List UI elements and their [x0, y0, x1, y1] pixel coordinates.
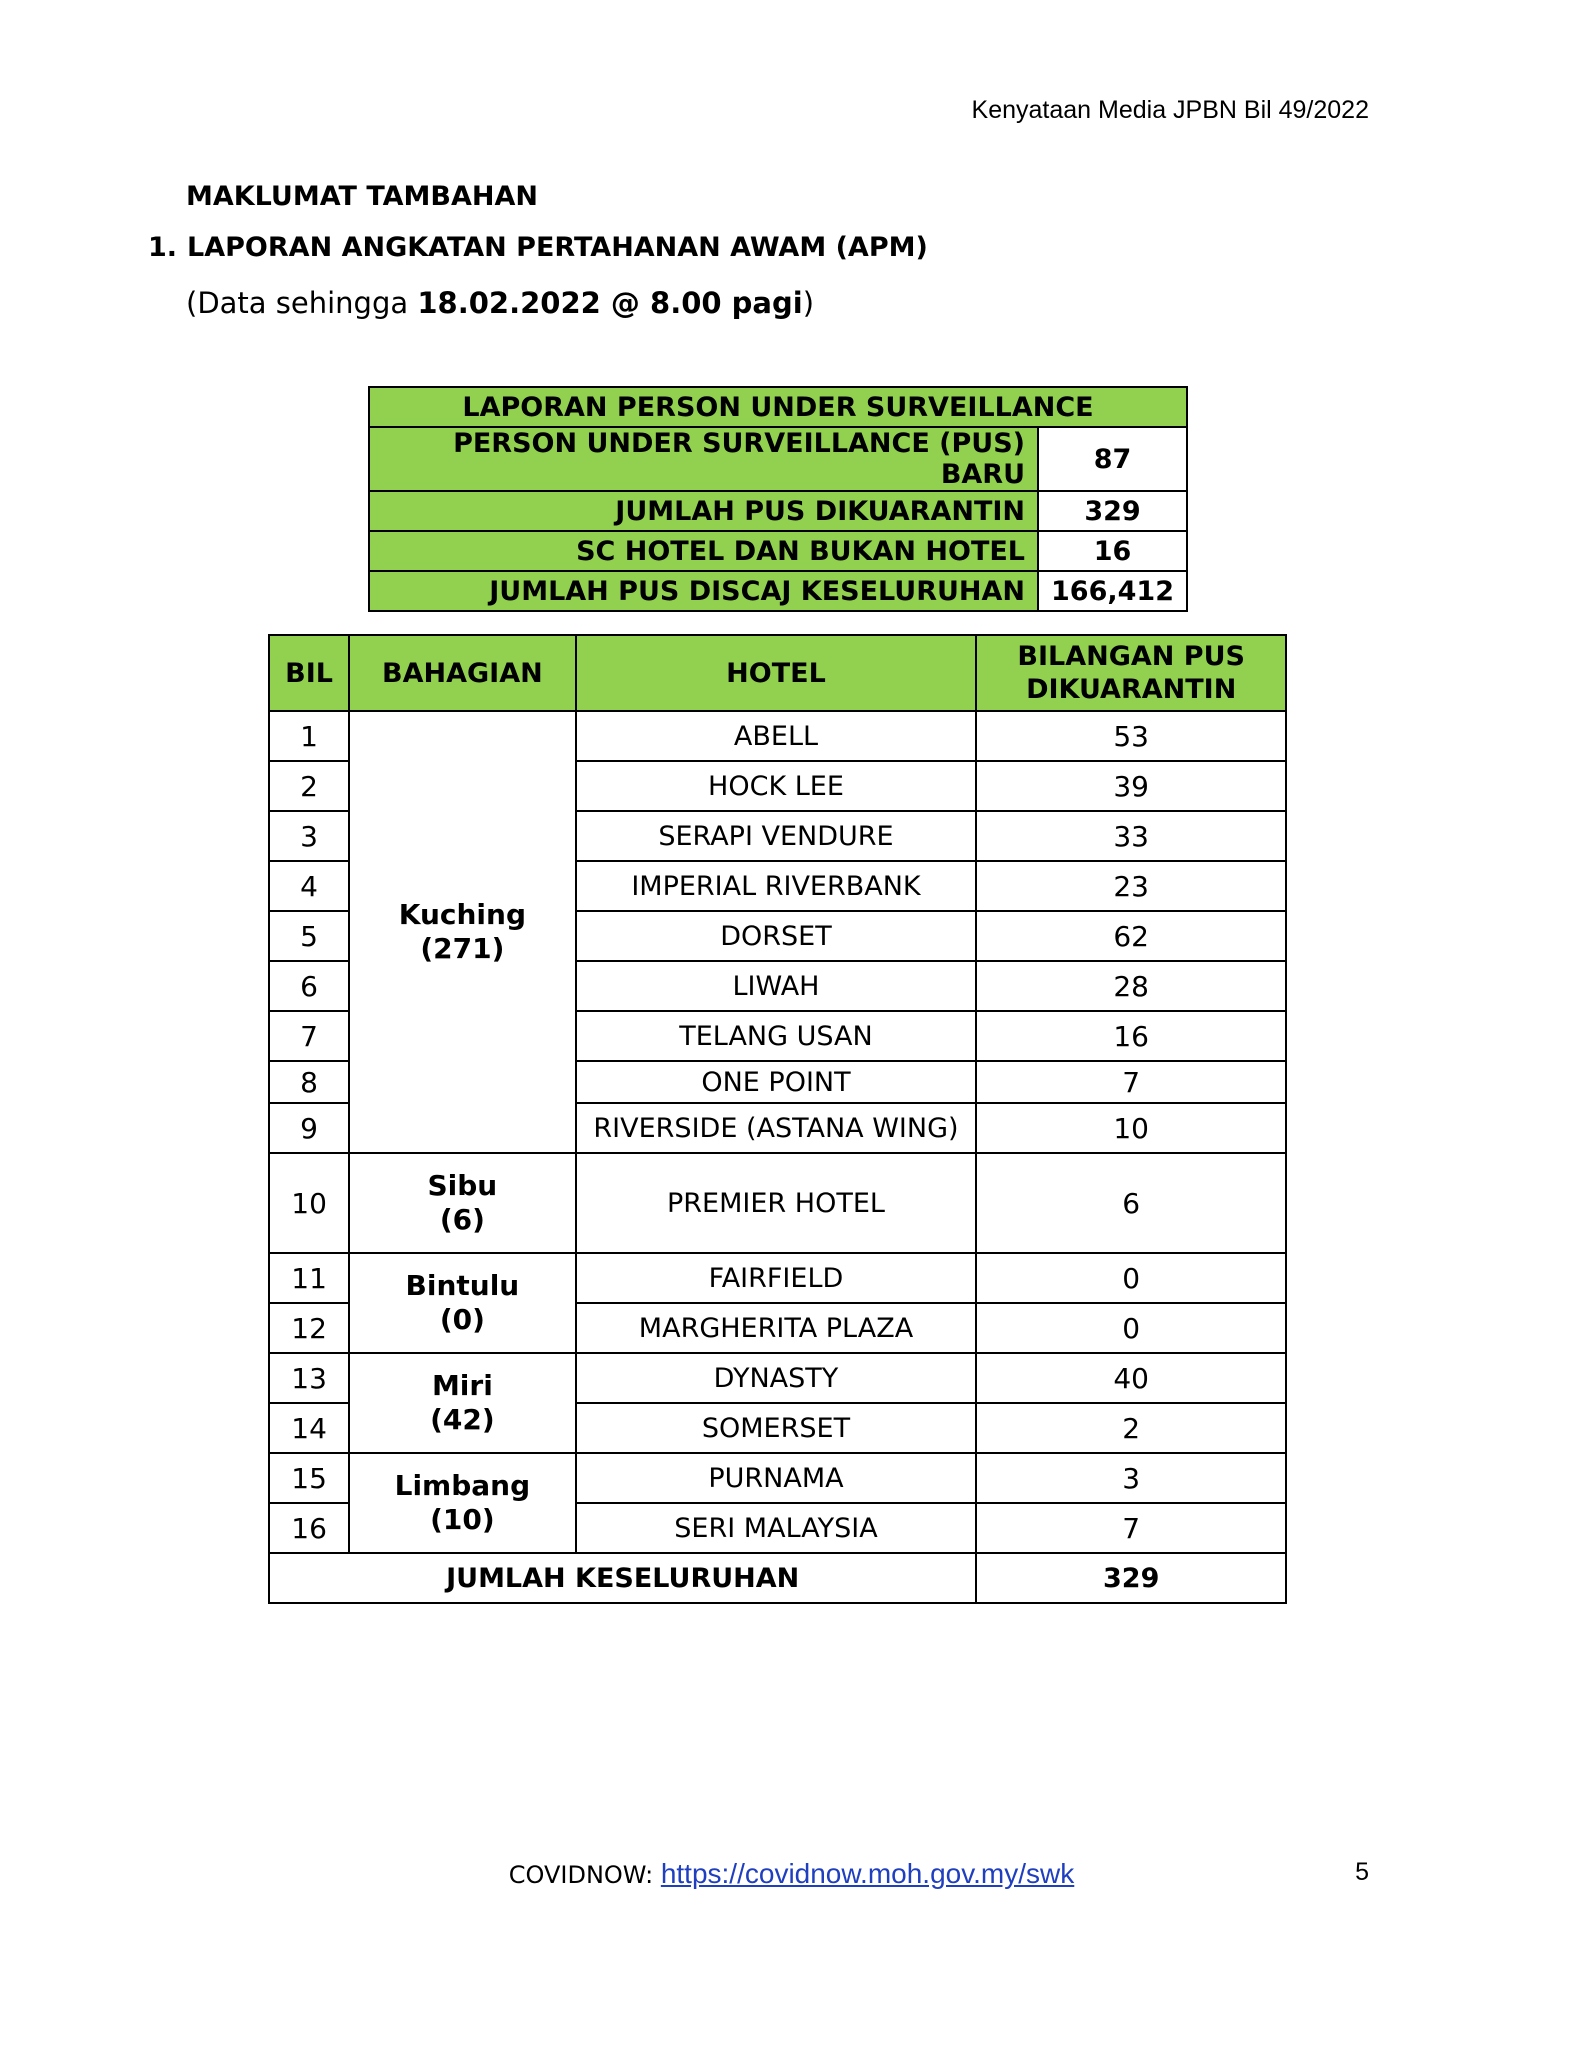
column-header-hotel: HOTEL: [576, 635, 977, 711]
section-heading: [148, 232, 928, 263]
summary-row: [369, 427, 1187, 491]
bil-cell: 6: [269, 961, 349, 1011]
note-prefix: (Data sehingga: [186, 286, 418, 320]
division-cell-bintulu: [349, 1253, 575, 1353]
bil-cell: 2: [269, 761, 349, 811]
table-row: [269, 1453, 1286, 1503]
count-cell: 7: [976, 1061, 1286, 1103]
hotel-cell: ONE POINT: [576, 1061, 977, 1103]
hotel-cell: IMPERIAL RIVERBANK: [576, 861, 977, 911]
division-total: (271): [420, 932, 505, 965]
summary-label: JUMLAH PUS DIKUARANTIN: [369, 491, 1038, 531]
note-date: 18.02.2022 @ 8.00 pagi: [417, 286, 803, 320]
summary-label: SC HOTEL DAN BUKAN HOTEL: [369, 531, 1038, 571]
count-cell: 7: [976, 1503, 1286, 1553]
bil-cell: 5: [269, 911, 349, 961]
data-date-note: [186, 286, 814, 320]
summary-value: 166,412: [1038, 571, 1187, 611]
division-cell-limbang: [349, 1453, 575, 1553]
hotel-cell: SERAPI VENDURE: [576, 811, 977, 861]
division-cell-kuching: [349, 711, 575, 1153]
division-name: Limbang: [394, 1469, 531, 1502]
summary-table-title: LAPORAN PERSON UNDER SURVEILLANCE: [369, 387, 1187, 427]
division-name: Kuching: [398, 898, 526, 931]
division-cell-sibu: [349, 1153, 575, 1253]
count-cell: 23: [976, 861, 1286, 911]
table-header-row: [269, 635, 1286, 711]
division-total: (0): [439, 1303, 485, 1336]
count-cell: 33: [976, 811, 1286, 861]
hotel-cell: SOMERSET: [576, 1403, 977, 1453]
table-row: [269, 1353, 1286, 1403]
count-cell: 40: [976, 1353, 1286, 1403]
hotel-cell: MARGHERITA PLAZA: [576, 1303, 977, 1353]
hotel-cell: DORSET: [576, 911, 977, 961]
hotel-cell: PREMIER HOTEL: [576, 1153, 977, 1253]
count-cell: 0: [976, 1253, 1286, 1303]
table-row: [269, 1253, 1286, 1303]
bil-cell: 1: [269, 711, 349, 761]
summary-row: [369, 531, 1187, 571]
count-cell: 62: [976, 911, 1286, 961]
count-cell: 2: [976, 1403, 1286, 1453]
count-header-line1: BILANGAN PUS: [1017, 641, 1245, 672]
bil-cell: 9: [269, 1103, 349, 1153]
hotel-cell: SERI MALAYSIA: [576, 1503, 977, 1553]
bil-cell: 10: [269, 1153, 349, 1253]
heading-number: 1.: [148, 232, 178, 263]
total-label: JUMLAH KESELURUHAN: [269, 1553, 976, 1603]
table-row: [269, 1153, 1286, 1253]
column-header-bil: BIL: [269, 635, 349, 711]
summary-label: PERSON UNDER SURVEILLANCE (PUS) BARU: [369, 427, 1038, 491]
count-cell: 0: [976, 1303, 1286, 1353]
pus-summary-table: [368, 386, 1188, 612]
hotel-cell: DYNASTY: [576, 1353, 977, 1403]
hotel-cell: LIWAH: [576, 961, 977, 1011]
hotel-cell: TELANG USAN: [576, 1011, 977, 1061]
bil-cell: 13: [269, 1353, 349, 1403]
covidnow-link[interactable]: https://covidnow.moh.gov.my/swk: [660, 1858, 1075, 1889]
count-cell: 28: [976, 961, 1286, 1011]
summary-row: [369, 491, 1187, 531]
division-cell-miri: [349, 1353, 575, 1453]
footer-label: COVIDNOW:: [508, 1861, 661, 1889]
bil-cell: 11: [269, 1253, 349, 1303]
count-cell: 53: [976, 711, 1286, 761]
hotel-cell: ABELL: [576, 711, 977, 761]
page-footer: [0, 1858, 1583, 1890]
summary-value: 16: [1038, 531, 1187, 571]
bil-cell: 8: [269, 1061, 349, 1103]
total-value: 329: [976, 1553, 1286, 1603]
bil-cell: 7: [269, 1011, 349, 1061]
hotel-cell: PURNAMA: [576, 1453, 977, 1503]
bil-cell: 15: [269, 1453, 349, 1503]
summary-row: [369, 571, 1187, 611]
column-header-count: [976, 635, 1286, 711]
count-header-line2: DIKUARANTIN: [1026, 674, 1237, 705]
summary-value: 329: [1038, 491, 1187, 531]
division-name: Miri: [431, 1369, 493, 1402]
section-title: MAKLUMAT TAMBAHAN: [186, 181, 538, 212]
count-cell: 39: [976, 761, 1286, 811]
count-cell: 10: [976, 1103, 1286, 1153]
count-cell: 3: [976, 1453, 1286, 1503]
bil-cell: 14: [269, 1403, 349, 1453]
hotel-cell: FAIRFIELD: [576, 1253, 977, 1303]
division-name: Sibu: [427, 1169, 498, 1202]
division-name: Bintulu: [405, 1269, 520, 1302]
hotel-quarantine-table: [268, 634, 1287, 1604]
page-number: 5: [1355, 1858, 1369, 1886]
division-total: (10): [430, 1503, 495, 1536]
column-header-division: BAHAGIAN: [349, 635, 575, 711]
hotel-cell: HOCK LEE: [576, 761, 977, 811]
bil-cell: 4: [269, 861, 349, 911]
division-total: (6): [439, 1203, 485, 1236]
document-reference: Kenyataan Media JPBN Bil 49/2022: [971, 96, 1369, 124]
table-row: [269, 711, 1286, 761]
bil-cell: 12: [269, 1303, 349, 1353]
heading-text: LAPORAN ANGKATAN PERTAHANAN AWAM (APM): [187, 232, 928, 263]
hotel-cell: RIVERSIDE (ASTANA WING): [576, 1103, 977, 1153]
bil-cell: 3: [269, 811, 349, 861]
bil-cell: 16: [269, 1503, 349, 1553]
count-cell: 6: [976, 1153, 1286, 1253]
summary-label: JUMLAH PUS DISCAJ KESELURUHAN: [369, 571, 1038, 611]
division-total: (42): [430, 1403, 495, 1436]
count-cell: 16: [976, 1011, 1286, 1061]
note-suffix: ): [802, 286, 815, 320]
total-row: [269, 1553, 1286, 1603]
summary-value: 87: [1038, 427, 1187, 491]
